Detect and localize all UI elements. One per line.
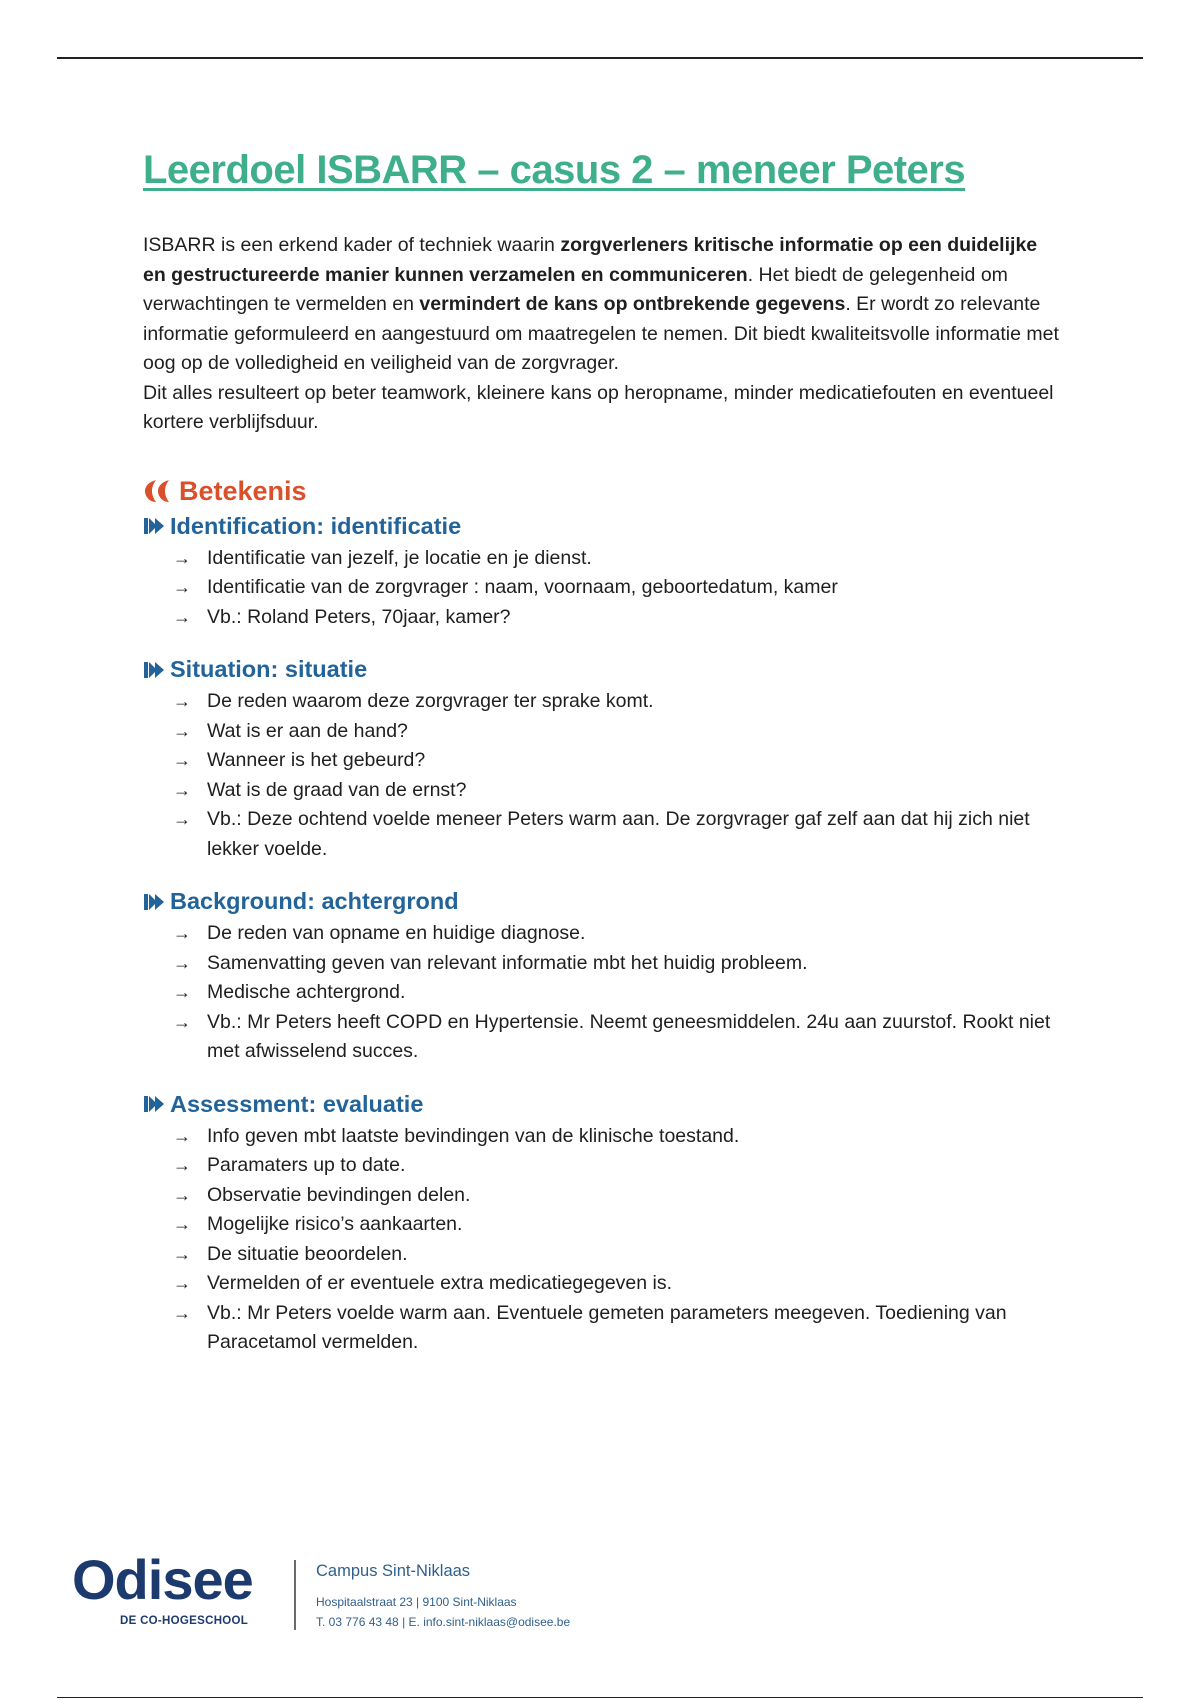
- list-item-text: Mogelijke risico’s aankaarten.: [207, 1213, 463, 1235]
- betekenis-title: Betekenis: [179, 475, 307, 506]
- double-chevron-icon: [143, 891, 166, 913]
- arrow-right-icon: →: [173, 1243, 191, 1264]
- arrow-right-icon: →: [173, 750, 191, 770]
- section-heading: [143, 1091, 1063, 1118]
- list-item-text: Observatie bevindingen delen.: [207, 1183, 471, 1206]
- section-heading: [143, 888, 1063, 915]
- arrow-right-icon: →: [173, 1125, 191, 1146]
- intro-run: ISBARR is een erkend kader of techniek waarin: [143, 234, 561, 256]
- intro-run: . Het biedt de gelegenheid om verwachtingen te vermelden en: [143, 263, 1008, 315]
- double-chevron-icon: [143, 515, 166, 537]
- list-item-text: De situatie beoordelen.: [207, 1242, 408, 1265]
- list-item: [143, 1151, 1063, 1181]
- list-item: [143, 805, 1063, 864]
- list-item-text: De reden waarom deze zorgvrager ter sprake komt.: [207, 690, 654, 712]
- bullet-list: [143, 544, 1063, 633]
- section-title: Assessment: evaluatie: [170, 1090, 424, 1117]
- list-item: [143, 978, 1063, 1008]
- section-block: [143, 1091, 1063, 1358]
- list-item-text: Samenvatting geven van relevant informatie mbt het huidig probleem.: [207, 951, 808, 974]
- list-item-text: Vb.: Deze ochtend voelde meneer Peters warm aan. De zorgvrager gaf zelf aan dat hij zich niet lekker voelde.: [207, 808, 1030, 860]
- intro-paragraph-2: Dit alles resulteert op beter teamwork, kleinere kans op heropname, minder medicatiefouten en eventueel kortere verblijfsduur.: [143, 381, 1054, 433]
- section-block: [143, 656, 1063, 864]
- bullet-list: [143, 687, 1063, 864]
- arrow-right-icon: →: [173, 779, 191, 800]
- intro-emphasis: vermindert de kans op ontbrekende gegevens: [419, 293, 846, 315]
- bullet-list: [143, 1122, 1063, 1358]
- list-item-text: Wat is er aan de hand?: [207, 719, 408, 742]
- arrow-right-icon: →: [173, 606, 191, 627]
- footer: [72, 1548, 772, 1635]
- section-block: [143, 888, 1063, 1067]
- arrow-right-icon: →: [173, 952, 191, 973]
- arrow-right-icon: →: [173, 577, 191, 597]
- top-rule: [57, 57, 1143, 59]
- footer-divider: [294, 1560, 296, 1630]
- section-heading: [143, 513, 1063, 540]
- list-item-text: Info geven mbt laatste bevindingen van de klinische toestand.: [207, 1124, 740, 1147]
- list-item-text: Identificatie van de zorgvrager : naam, voornaam, geboortedatum, kamer: [207, 576, 838, 598]
- list-item: [143, 1299, 1063, 1358]
- list-item: [143, 919, 1063, 949]
- list-item: [143, 717, 1063, 747]
- double-chevron-icon: [143, 1093, 166, 1115]
- betekenis-heading: [143, 476, 1063, 507]
- list-item-text: Medische achtergrond.: [207, 981, 406, 1003]
- arrow-right-icon: →: [173, 1184, 191, 1205]
- section-heading: [143, 656, 1063, 683]
- section-title: Situation: situatie: [170, 656, 368, 682]
- intro-text: [143, 231, 1063, 438]
- arrow-right-icon: →: [173, 1011, 191, 1032]
- arrow-right-icon: →: [173, 547, 191, 568]
- document-body: [143, 145, 1063, 1358]
- arrow-right-icon: →: [173, 1214, 191, 1234]
- section-block: [143, 513, 1063, 633]
- arrow-right-icon: →: [173, 691, 191, 711]
- odisee-logo: Odisee: [72, 1548, 253, 1611]
- list-item-text: Vb.: Mr Peters voelde warm aan. Eventuele gemeten parameters meegeven. Toediening van Paracetamol vermelden.: [207, 1301, 1007, 1353]
- arrow-right-icon: →: [173, 1302, 191, 1323]
- list-item-text: Identificatie van jezelf, je locatie en je dienst.: [207, 546, 592, 569]
- list-item: [143, 776, 1063, 806]
- campus-name: Campus Sint-Niklaas: [316, 1562, 471, 1580]
- arrow-right-icon: →: [173, 1273, 191, 1293]
- arrow-right-icon: →: [173, 982, 191, 1002]
- list-item-text: Vb.: Roland Peters, 70jaar, kamer?: [207, 605, 511, 628]
- list-item: [143, 1122, 1063, 1152]
- arrow-right-icon: →: [173, 720, 191, 741]
- intro-run: . Er wordt zo relevante informatie geformuleerd en aangestuurd om maatregelen te nemen. Dit biedt kwaliteitsvolle informatie met oog op de volledigheid en veiligheid van de zorgvrager.: [143, 293, 1059, 374]
- page-title: Leerdoel ISBARR – casus 2 – meneer Peters: [143, 148, 966, 192]
- list-item: [143, 544, 1063, 574]
- list-item: [143, 603, 1063, 633]
- list-item: [143, 1181, 1063, 1211]
- list-item: [143, 949, 1063, 979]
- section-title: Background: achtergrond: [170, 888, 459, 914]
- arrow-right-icon: →: [173, 809, 191, 829]
- bullet-list: [143, 919, 1063, 1067]
- list-item: [143, 1008, 1063, 1067]
- logo-subtitle: DE CO-HOGESCHOOL: [120, 1615, 249, 1627]
- bottom-rule: [57, 1697, 1143, 1698]
- list-item-text: Paramaters up to date.: [207, 1154, 406, 1176]
- list-item-text: Wat is de graad van de ernst?: [207, 778, 467, 801]
- double-chevron-icon: [143, 659, 166, 681]
- intro-paragraph-1: [143, 231, 1063, 379]
- arrow-right-icon: →: [173, 923, 191, 943]
- list-item: [143, 1210, 1063, 1240]
- list-item-text: De reden van opname en huidige diagnose.: [207, 922, 586, 944]
- campus-contact: T. 03 776 43 48 | E. info.sint-niklaas@odisee.be: [316, 1615, 571, 1629]
- list-item-text: Vb.: Mr Peters heeft COPD en Hypertensie. Neemt geneesmiddelen. 24u aan zuurstof. Rookt niet met afwisselend succes.: [207, 1010, 1051, 1062]
- list-item: [143, 687, 1063, 717]
- arrow-right-icon: →: [173, 1155, 191, 1175]
- list-item-text: Vermelden of er eventuele extra medicatiegegeven is.: [207, 1272, 673, 1294]
- campus-address: Hospitaalstraat 23 | 9100 Sint-Niklaas: [316, 1595, 517, 1609]
- double-quote-icon: [143, 478, 171, 504]
- list-item-text: Wanneer is het gebeurd?: [207, 749, 426, 771]
- list-item: [143, 573, 1063, 603]
- sections-container: [143, 513, 1063, 1358]
- list-item: [143, 746, 1063, 776]
- section-title: Identification: identificatie: [170, 512, 462, 539]
- intro-emphasis: zorgverleners kritische informatie op een duidelijke en gestructureerde manier kunnen verzamelen en communiceren: [143, 234, 1038, 286]
- list-item: [143, 1240, 1063, 1270]
- list-item: [143, 1269, 1063, 1299]
